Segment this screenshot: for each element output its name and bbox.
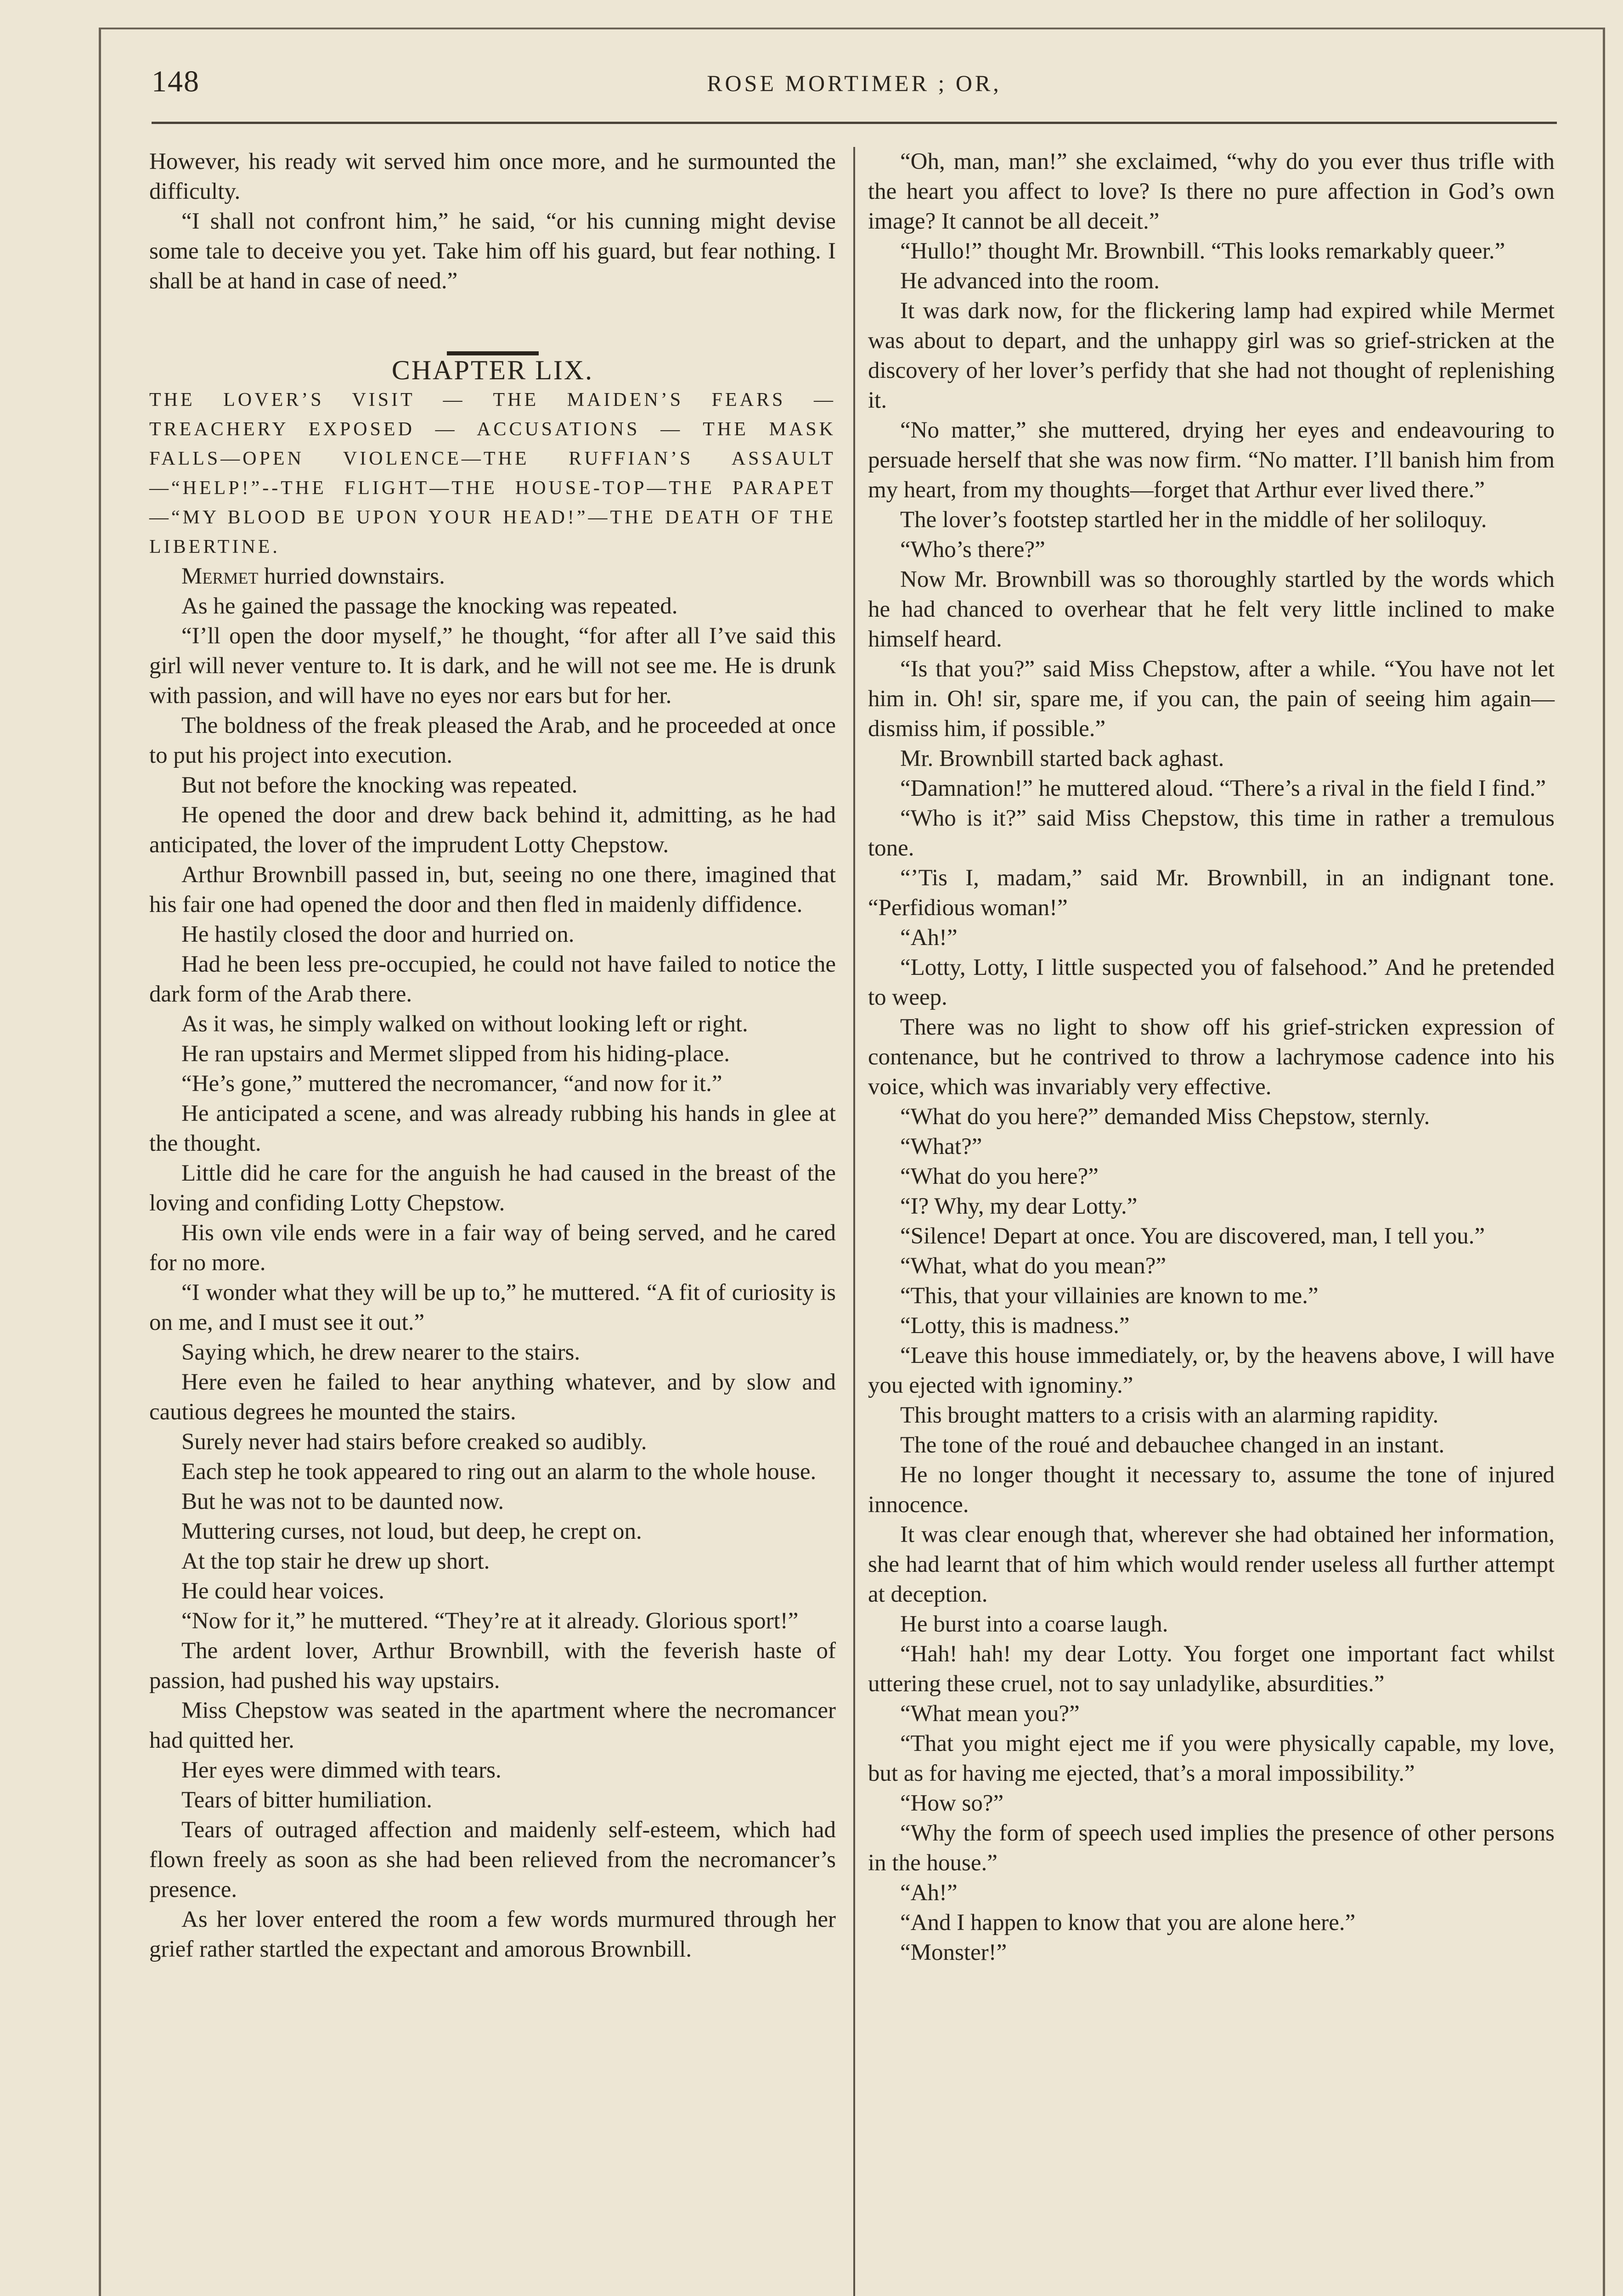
paragraph: He no longer thought it necessary to, assume the tone of injured innocence. bbox=[868, 1462, 1555, 1518]
paragraph: “No matter,” she muttered, drying her eyes and endeavouring to persuade herself that she was now firm. “No matter. I’ll banish him from my heart, from my thoughts—forget that Arthur ever lived there.” bbox=[868, 417, 1555, 503]
page-number: 148 bbox=[152, 65, 200, 98]
paragraph bbox=[149, 562, 836, 591]
paragraph: Arthur Brownbill passed in, but, seeing no one there, imagined that his fair one had opened the door and then fled in maidenly diffidence. bbox=[149, 862, 836, 917]
paragraph: “I shall not confront him,” he said, “or his cunning might devise some tale to deceive you yet. Take him off his guard, but fear nothing. I shall be at hand in case of need.” bbox=[149, 208, 836, 294]
paragraph: “Why the form of speech used implies the presence of other persons in the house.” bbox=[868, 1820, 1555, 1876]
running-title: ROSE MORTIMER ; OR, bbox=[707, 70, 1002, 96]
chapter-synopsis: THE LOVER’S VISIT — THE MAIDEN’S FEARS — TREACHERY EXPOSED — ACCUSATIONS — THE MASK FALLS—OPEN VIOLENCE—THE RUFFIAN’S ASSAULT—“HELP!”--THE FLIGHT—THE HOUSE-TOP—THE PARAPET—“MY BLOOD BE UPON YOUR HEAD!”—THE DEATH OF THE LIBERTINE. bbox=[149, 389, 836, 557]
paragraph: Miss Chepstow was seated in the apartment where the necromancer had quitted her. bbox=[149, 1698, 836, 1753]
paragraph: “Hullo!” thought Mr. Brownbill. “This looks remarkably queer.” bbox=[900, 238, 1505, 264]
paragraph: “I wonder what they will be up to,” he muttered. “A fit of curiosity is on me, and I must see it out.” bbox=[149, 1280, 836, 1335]
paragraph: But he was not to be daunted now. bbox=[181, 1489, 504, 1514]
paragraph: Surely never had stairs before creaked so audibly. bbox=[181, 1429, 647, 1455]
paragraph: Little did he care for the anguish he had caused in the breast of the loving and confiding Lotty Chepstow. bbox=[149, 1160, 836, 1216]
paragraph: He could hear voices. bbox=[181, 1578, 384, 1604]
paragraph: “How so?” bbox=[900, 1790, 1004, 1816]
paragraph: The lover’s footstep startled her in the middle of her soliloquy. bbox=[900, 507, 1487, 533]
paragraph: He opened the door and drew back behind it, admitting, as he had anticipated, the lover of the imprudent Lotty Chepstow. bbox=[149, 802, 836, 858]
paragraph: “Now for it,” he muttered. “They’re at it already. Glorious sport!” bbox=[181, 1608, 799, 1634]
paragraph: Had he been less pre-occupied, he could not have failed to notice the dark form of the Arab there. bbox=[149, 951, 836, 1007]
paragraph: “Ah!” bbox=[900, 1880, 958, 1906]
paragraph: “Ah!” bbox=[900, 925, 958, 951]
paragraph: Her eyes were dimmed with tears. bbox=[181, 1757, 502, 1783]
paragraph: “Oh, man, man!” she exclaimed, “why do you ever thus trifle with the heart you affect to love? Is there no pure affection in God’s own image? It cannot be all deceit.” bbox=[868, 149, 1555, 234]
paragraph: As he gained the passage the knocking was repeated. bbox=[181, 593, 678, 619]
paragraph: “He’s gone,” muttered the necromancer, “and now for it.” bbox=[181, 1071, 722, 1097]
paragraph: He anticipated a scene, and was already rubbing his hands in glee at the thought. bbox=[149, 1101, 836, 1156]
paragraph: “Damnation!” he muttered aloud. “There’s a rival in the field I find.” bbox=[900, 776, 1546, 801]
page-header bbox=[152, 64, 1557, 119]
paragraph: His own vile ends were in a fair way of being served, and he cared for no more. bbox=[149, 1220, 836, 1276]
right-column bbox=[868, 147, 1555, 1968]
paragraph: “And I happen to know that you are alone here.” bbox=[900, 1910, 1356, 1936]
paragraph: “Leave this house immediately, or, by the heavens above, I will have you ejected with ignominy.” bbox=[868, 1343, 1555, 1398]
paragraph: “I? Why, my dear Lotty.” bbox=[900, 1193, 1138, 1219]
paragraph: “What do you here?” demanded Miss Chepstow, sternly. bbox=[900, 1104, 1430, 1130]
paragraph: “What?” bbox=[900, 1134, 982, 1159]
column-divider bbox=[853, 147, 855, 2296]
paragraph: “What do you here?” bbox=[900, 1164, 1099, 1189]
paragraph: “This, that your villainies are known to me.” bbox=[900, 1283, 1319, 1309]
chapter-title: CHAPTER LIX. bbox=[391, 355, 594, 385]
left-column bbox=[149, 147, 836, 1964]
paragraph: “I’ll open the door myself,” he thought, “for after all I’ve said this girl will never venture to. It is dark, and he will not see me. He is drunk with passion, and will have no eyes nor ears but for her. bbox=[149, 623, 836, 709]
paragraph: “Monster!” bbox=[900, 1940, 1007, 1965]
paragraph: Saying which, he drew nearer to the stairs. bbox=[181, 1339, 580, 1365]
paragraph: It was clear enough that, wherever she had obtained her information, she had learnt that of him which would render useless all further attempt at deception. bbox=[868, 1522, 1555, 1607]
paragraph: “Who’s there?” bbox=[900, 537, 1045, 563]
paragraph: He ran upstairs and Mermet slipped from his hiding-place. bbox=[181, 1041, 730, 1067]
paragraph: “What, what do you mean?” bbox=[900, 1253, 1167, 1279]
paragraph: It was dark now, for the flickering lamp had expired while Mermet was about to depart, and the unhappy girl was so grief-stricken at the discovery of her lover’s perfidy that she had not thought of replenishing it. bbox=[868, 298, 1555, 413]
paragraph: As her lover entered the room a few words murmured through her grief rather startled the expectant and amorous Brownbill. bbox=[149, 1907, 836, 1962]
paragraph: Here even he failed to hear anything whatever, and by slow and cautious degrees he mounted the stairs. bbox=[149, 1369, 836, 1425]
paragraph: The ardent lover, Arthur Brownbill, with the feverish haste of passion, had pushed his way upstairs. bbox=[149, 1638, 836, 1694]
header-rule bbox=[152, 122, 1557, 124]
paragraph: He burst into a coarse laugh. bbox=[900, 1611, 1168, 1637]
paragraph: Tears of outraged affection and maidenly self-esteem, which had flown freely as soon as she had been relieved from the necromancer’s presence. bbox=[149, 1817, 836, 1902]
paragraph: Mr. Brownbill started back aghast. bbox=[900, 746, 1224, 771]
paragraph: He hastily closed the door and hurried on. bbox=[181, 922, 575, 947]
paragraph: Now Mr. Brownbill was so thoroughly startled by the words which he had chanced to overhear that he felt very little inclined to make himself heard. bbox=[868, 567, 1555, 652]
paragraph: “Is that you?” said Miss Chepstow, after a while. “You have not let him in. Oh! sir, spare me, if you can, the pain of seeing him again—dismiss him, if possible.” bbox=[868, 656, 1555, 742]
paragraph: But not before the knocking was repeated. bbox=[181, 772, 578, 798]
paragraph: At the top stair he drew up short. bbox=[181, 1548, 490, 1574]
paragraph: “What mean you?” bbox=[900, 1701, 1080, 1727]
paragraph: Tears of bitter humiliation. bbox=[181, 1787, 432, 1813]
paragraph: “That you might eject me if you were physically capable, my love, but as for having me ejected, that’s a moral impossibility.” bbox=[868, 1731, 1555, 1786]
paragraph: The tone of the roué and debauchee changed in an instant. bbox=[900, 1432, 1445, 1458]
opening-sentence: hurried downstairs. bbox=[258, 563, 445, 589]
paragraph: “Lotty, Lotty, I little suspected you of falsehood.” And he pretended to weep. bbox=[868, 955, 1555, 1010]
paragraph: “Lotty, this is madness.” bbox=[900, 1313, 1130, 1339]
drop-word: Mermet bbox=[181, 563, 259, 589]
paragraph: As it was, he simply walked on without looking left or right. bbox=[181, 1011, 748, 1037]
paragraph: He advanced into the room. bbox=[900, 268, 1160, 294]
paragraph: The boldness of the freak pleased the Arab, and he proceeded at once to put his project into execution. bbox=[149, 713, 836, 768]
paragraph: Each step he took appeared to ring out an alarm to the whole house. bbox=[181, 1459, 817, 1485]
paragraph: “’Tis I, madam,” said Mr. Brownbill, in an indignant tone. “Perfidious woman!” bbox=[868, 865, 1555, 921]
paragraph: “Silence! Depart at once. You are discovered, man, I tell you.” bbox=[900, 1223, 1485, 1249]
paragraph: “Hah! hah! my dear Lotty. You forget one important fact whilst uttering these cruel, not to say unladylike, absurdities.” bbox=[868, 1641, 1555, 1697]
paragraph: However, his ready wit served him once more, and he surmounted the difficulty. bbox=[149, 149, 836, 204]
paragraph: Muttering curses, not loud, but deep, he crept on. bbox=[181, 1519, 642, 1544]
paragraph: “Who is it?” said Miss Chepstow, this time in rather a tremulous tone. bbox=[868, 805, 1555, 861]
paragraph: This brought matters to a crisis with an alarming rapidity. bbox=[900, 1402, 1439, 1428]
paragraph: There was no light to show off his grief-stricken expression of contenance, but he contrived to throw a lachrymose cadence into his voice, which was invariably very effective. bbox=[868, 1014, 1555, 1100]
